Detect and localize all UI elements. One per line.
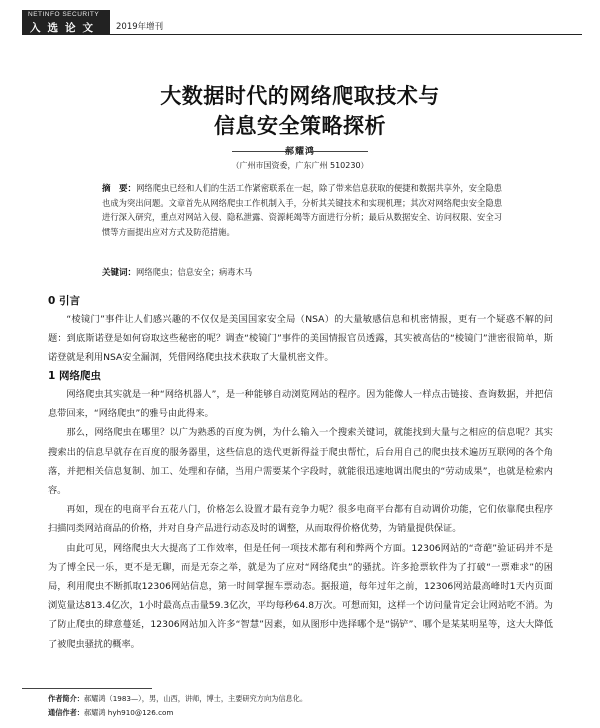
- section-heading-crawler: 1 网络爬虫: [48, 370, 101, 382]
- bio-text: 郝耀鸿（1983—），男，山西，讲师，博士，主要研究方向为信息化。: [83, 694, 308, 703]
- section-heading-intro: 0 引言: [48, 295, 80, 307]
- author-bio: [48, 694, 307, 704]
- corresponding-author: [48, 708, 173, 718]
- paragraph: “棱镜门”事件让人们感兴趣的不仅仅是美国国家安全局（NSA）的大量敏感信息和机密情报，更有一个疑惑不解的问题：到底斯诺登是如何窃取这些秘密的呢？调查“棱镜门”事件的美国情报官员透露，其实被高估的“棱镜门”泄密很简单，斯诺登就是利用NSA安全漏洞，凭借网络爬虫技术获取了大量机密文件。: [48, 314, 553, 364]
- running-header: [0, 6, 600, 36]
- header-divider: [22, 34, 582, 35]
- keywords-label: 关键词：: [102, 268, 137, 278]
- author-rule-right: [310, 151, 368, 152]
- author-name: 郝耀鸿: [284, 147, 315, 157]
- journal-tab: [22, 10, 110, 34]
- paragraph: 网络爬虫其实就是一种“网络机器人”，是一种能够自动浏览网站的程序。因为能像人一样点击链接、查询数据，并把信息带回来，“网络爬虫”的雅号由此得来。: [48, 389, 553, 420]
- contact-label: 通信作者：: [48, 708, 84, 717]
- article-title-line-2: 信息安全策略探析: [214, 114, 386, 138]
- section-body-crawler: [48, 385, 553, 654]
- issue-label: 2019年增刊: [116, 22, 164, 32]
- bio-label: 作者简介：: [48, 694, 84, 703]
- paragraph: 由此可见，网络爬虫大大提高了工作效率，但是任何一项技术都有利和弊两个方面。12306网站的“奇葩”验证码并不是为了博全民一乐，更不是无聊，而是无奈之举，就是为了应对“网络爬虫”的骚扰。许多抢票软件为了打破“一票难求”的困局，利用爬虫不断抓取12306网站信息，第一时间掌握车票动态。据报道，每年过年之前，12306网站最高峰时1天内页面浏览量达813.4亿次，1小时最高点击量59.3亿次，平均每秒64.8万次。可想而知，这样一个访问量肯定会让网站吃不消。为了防止爬虫的肆意蔓延，12306网站加入许多“智慧”因素，如从图形中选择哪个是“锅铲”、哪个是某某明星等，这大大降低了被爬虫骚扰的概率。: [48, 542, 553, 650]
- section-label: 入选论文: [30, 22, 100, 34]
- abstract: [102, 181, 502, 239]
- paragraph: 再如，现在的电商平台五花八门，价格怎么设置才最有竞争力呢？很多电商平台都有自动调价功能，它们依靠爬虫程序扫描同类网站商品的价格，并对自身产品进行动态及时的调整，从而取得价格优势，为销量提供保证。: [48, 504, 553, 535]
- abstract-text: 网络爬虫已经和人们的生活工作紧密联系在一起，除了带来信息获取的便捷和数据共享外，安全隐患也成为突出问题。文章首先从网络爬虫工作机制入手，分析其关键技术和实现机理；其次对网络爬虫安全隐患进行深入研究，重点对网站入侵、隐私泄露、资源耗竭等方面进行分析；最后从数据安全、访问权限、安全习惯等方面提出应对方式及防范措施。: [102, 183, 502, 237]
- journal-brand: NETINFO SECURITY: [28, 11, 100, 18]
- abstract-label: 摘 要：: [102, 184, 137, 194]
- footnote-divider: [22, 688, 152, 689]
- contact-text: 郝耀鸿 hyh910@126.com: [83, 708, 174, 717]
- keywords-text: 网络爬虫；信息安全；病毒木马: [136, 267, 253, 277]
- section-body-intro: [48, 310, 553, 368]
- author-affiliation: （广州市国资委，广东广州 510230）: [231, 161, 369, 170]
- keywords: [102, 266, 502, 278]
- paragraph: 那么，网络爬虫在哪里？以广为熟悉的百度为例，为什么输入一个搜索关键词，就能找到大量与之相应的信息呢？其实搜索出的信息早就存在百度的服务器里，这些信息的迭代更新得益于爬虫帮忙，后台用自己的爬虫技术遍历互联网的各个角落，并把相关信息复制、加工、处理和存储，当用户需要某个字段时，就能很迅速地调出爬虫的“劳动成果”，也就是检索内容。: [48, 427, 553, 497]
- article-title-line-1: 大数据时代的网络爬取技术与: [160, 84, 440, 108]
